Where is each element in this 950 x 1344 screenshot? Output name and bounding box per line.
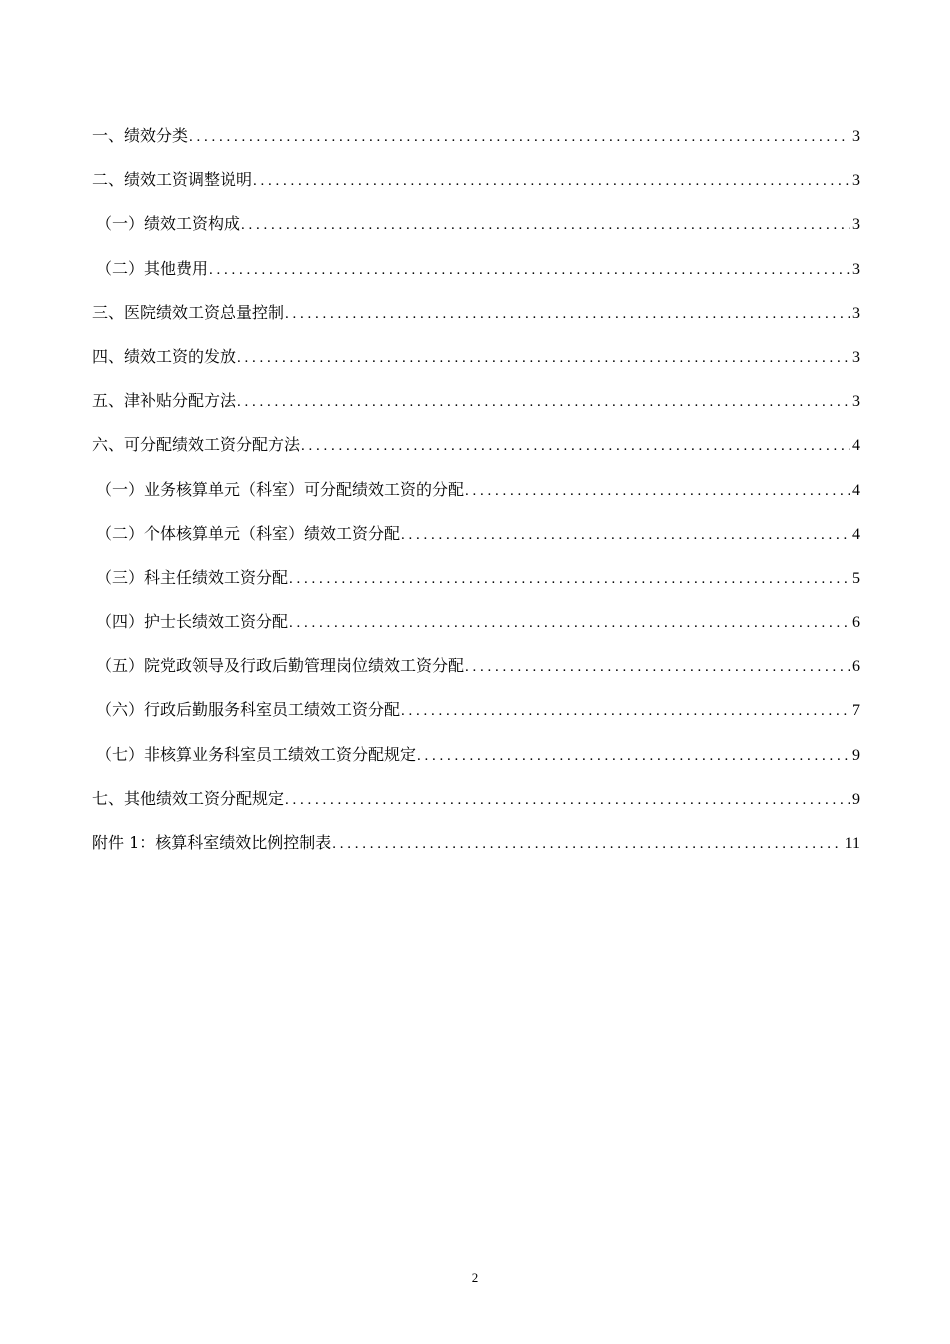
dot-leader	[289, 609, 850, 637]
dot-leader	[253, 167, 850, 195]
dot-leader	[237, 388, 850, 416]
toc-entry-page: 6	[852, 614, 860, 632]
dot-leader	[465, 477, 850, 505]
toc-entry[interactable]	[92, 431, 860, 475]
toc-entry[interactable]	[92, 343, 860, 387]
toc-entry[interactable]	[92, 476, 860, 520]
toc-entry-label: （五）院党政领导及行政后勤管理岗位绩效工资分配	[96, 656, 465, 676]
toc-entry-page: 4	[852, 437, 860, 455]
toc-entry-page: 11	[844, 835, 860, 852]
toc-entry[interactable]	[92, 741, 860, 785]
toc-entry[interactable]	[92, 564, 860, 608]
toc-entry[interactable]	[92, 166, 860, 210]
toc-entry[interactable]	[92, 785, 860, 829]
toc-entry[interactable]	[92, 210, 860, 254]
toc-entry-page: 3	[852, 304, 860, 322]
toc-entry-label: 六、可分配绩效工资分配方法	[92, 435, 301, 455]
toc-entry-label: （六）行政后勤服务科室员工绩效工资分配	[96, 700, 401, 720]
toc-entry-label: （一）绩效工资构成	[96, 214, 241, 234]
toc-entry-page: 7	[852, 702, 860, 720]
dot-leader	[285, 786, 850, 814]
toc-entry[interactable]	[92, 255, 860, 299]
dot-leader	[465, 653, 850, 681]
toc-entry-label: 七、其他绩效工资分配规定	[92, 788, 285, 808]
toc-entry-page: 3	[852, 348, 860, 366]
toc-entry-page: 3	[852, 172, 860, 190]
dot-leader	[285, 300, 850, 328]
toc-entry-page: 4	[852, 481, 860, 499]
toc-entry-label: （三）科主任绩效工资分配	[96, 567, 289, 587]
toc-entry-page: 3	[852, 260, 860, 278]
toc-entry-page: 9	[852, 790, 860, 808]
toc-entry-page: 4	[852, 525, 860, 543]
toc-entry-label: （一）业务核算单元（科室）可分配绩效工资的分配	[96, 479, 465, 499]
toc-entry-page: 9	[852, 746, 860, 764]
dot-leader	[189, 123, 850, 151]
toc-entry-label: （二）其他费用	[96, 258, 209, 278]
toc-entry-page: 3	[852, 216, 860, 234]
toc-entry-page: 5	[852, 569, 860, 587]
toc-entry-label: 三、医院绩效工资总量控制	[92, 302, 285, 322]
toc-entry-label: 一、绩效分类	[92, 126, 189, 145]
dot-leader	[237, 344, 850, 372]
toc-entry-label: （七）非核算业务科室员工绩效工资分配规定	[96, 744, 417, 764]
toc-entry-label: 二、绩效工资调整说明	[92, 170, 253, 190]
dot-leader	[301, 432, 850, 460]
toc-entry-page: 3	[852, 128, 860, 145]
toc-entry-label: （四）护士长绩效工资分配	[96, 612, 289, 632]
toc-entry[interactable]	[92, 696, 860, 740]
toc-entry-page: 3	[852, 393, 860, 411]
toc-entry-page: 6	[852, 658, 860, 676]
dot-leader	[241, 211, 850, 239]
table-of-contents	[92, 122, 860, 873]
toc-entry-label: 附件 1：核算科室绩效比例控制表	[92, 833, 332, 852]
toc-entry-label: 五、津补贴分配方法	[92, 391, 237, 411]
dot-leader	[417, 742, 850, 770]
page-number: 2	[471, 1270, 479, 1285]
dot-leader	[401, 697, 850, 725]
toc-entry[interactable]	[92, 520, 860, 564]
toc-entry[interactable]	[92, 608, 860, 652]
toc-entry-label: 四、绩效工资的发放	[92, 346, 237, 366]
dot-leader	[401, 521, 850, 549]
toc-entry[interactable]	[92, 122, 860, 166]
dot-leader	[332, 830, 842, 858]
dot-leader	[209, 256, 850, 284]
toc-entry[interactable]	[92, 299, 860, 343]
toc-entry[interactable]	[92, 387, 860, 431]
toc-entry[interactable]	[92, 829, 860, 873]
toc-entry[interactable]	[92, 652, 860, 696]
dot-leader	[289, 565, 850, 593]
toc-entry-label: （二）个体核算单元（科室）绩效工资分配	[96, 523, 401, 543]
